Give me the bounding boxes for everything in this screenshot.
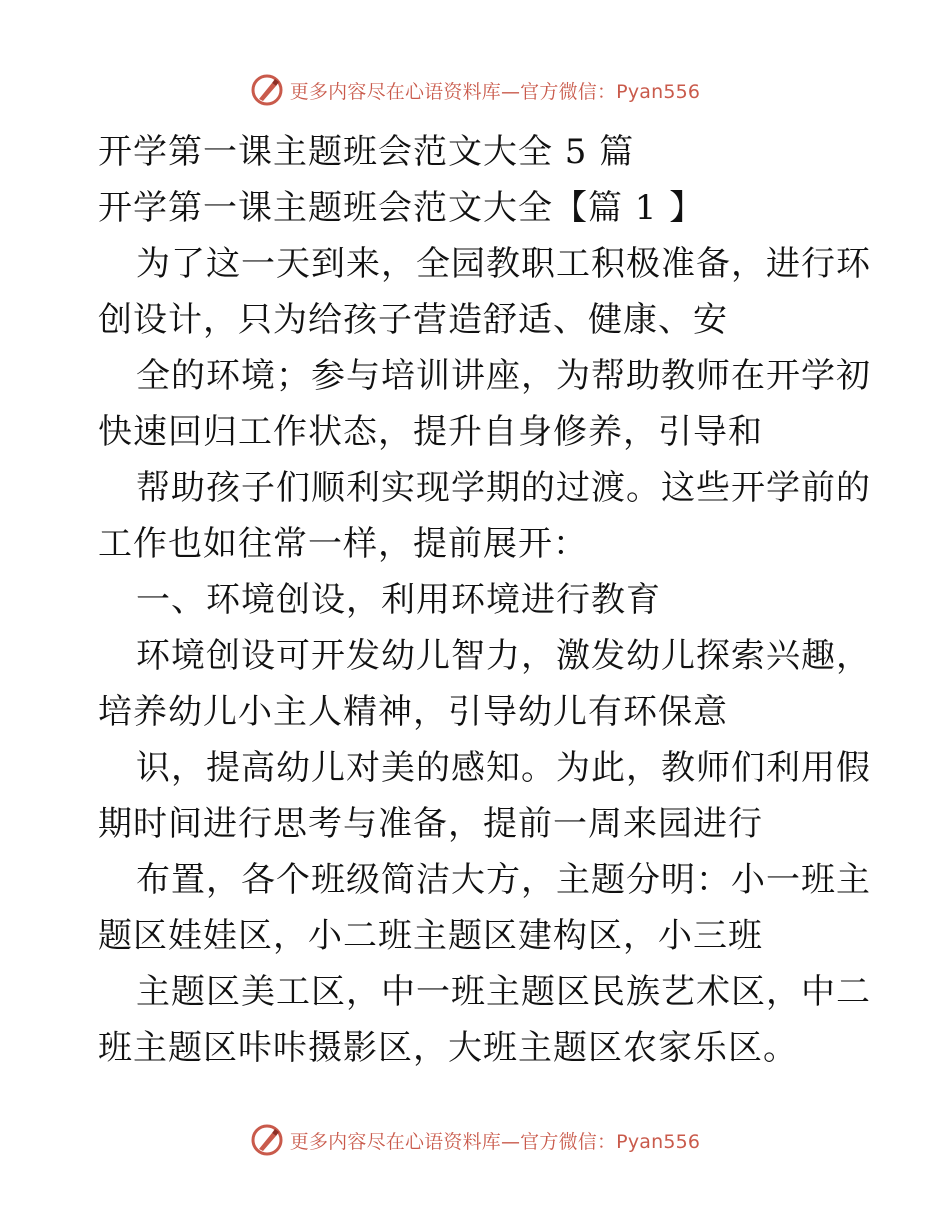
subsection-heading: 一、环境创设，利用环境进行教育 <box>136 580 661 620</box>
paragraph-line: 全的环境；参与培训讲座，为帮助教师在开学初 <box>136 356 871 396</box>
paragraph-line: 题区娃娃区，小二班主题区建构区，小三班 <box>98 916 763 956</box>
paragraph-line: 布置，各个班级简洁大方，主题分明：小一班主 <box>136 860 871 900</box>
paragraph-line: 帮助孩子们顺利实现学期的过渡。这些开学前的 <box>136 468 871 508</box>
paragraph-line: 创设计，只为给孩子营造舒适、健康、安 <box>98 300 728 340</box>
document-title: 开学第一课主题班会范文大全 5 篇 <box>98 132 635 172</box>
header-watermark <box>0 70 950 110</box>
watermark-text: 更多内容尽在心语资料库—官方微信：Pyan556 <box>289 1130 701 1153</box>
paragraph-line: 快速回归工作状态，提升自身修养，引导和 <box>98 412 763 452</box>
watermark-text: 更多内容尽在心语资料库—官方微信：Pyan556 <box>289 80 701 103</box>
paragraph-line: 主题区美工区，中一班主题区民族艺术区，中二 <box>136 972 871 1012</box>
paragraph-line: 期时间进行思考与准备，提前一周来园进行 <box>98 804 763 844</box>
paragraph-line: 识，提高幼儿对美的感知。为此，教师们利用假 <box>136 748 871 788</box>
pen-logo-icon <box>250 73 284 107</box>
paragraph-line: 培养幼儿小主人精神，引导幼儿有环保意 <box>98 692 728 732</box>
footer-watermark <box>0 1120 950 1160</box>
paragraph-line: 环境创设可开发幼儿智力，激发幼儿探索兴趣， <box>136 636 871 676</box>
paragraph-line: 工作也如往常一样，提前展开： <box>98 524 588 564</box>
pen-logo-icon <box>250 1123 284 1157</box>
paragraph-line: 为了这一天到来，全园教职工积极准备，进行环 <box>136 244 871 284</box>
document-body <box>98 124 871 1076</box>
paragraph-line: 班主题区咔咔摄影区，大班主题区农家乐区。 <box>98 1028 798 1068</box>
section-heading: 开学第一课主题班会范文大全【篇 1 】 <box>98 188 705 228</box>
